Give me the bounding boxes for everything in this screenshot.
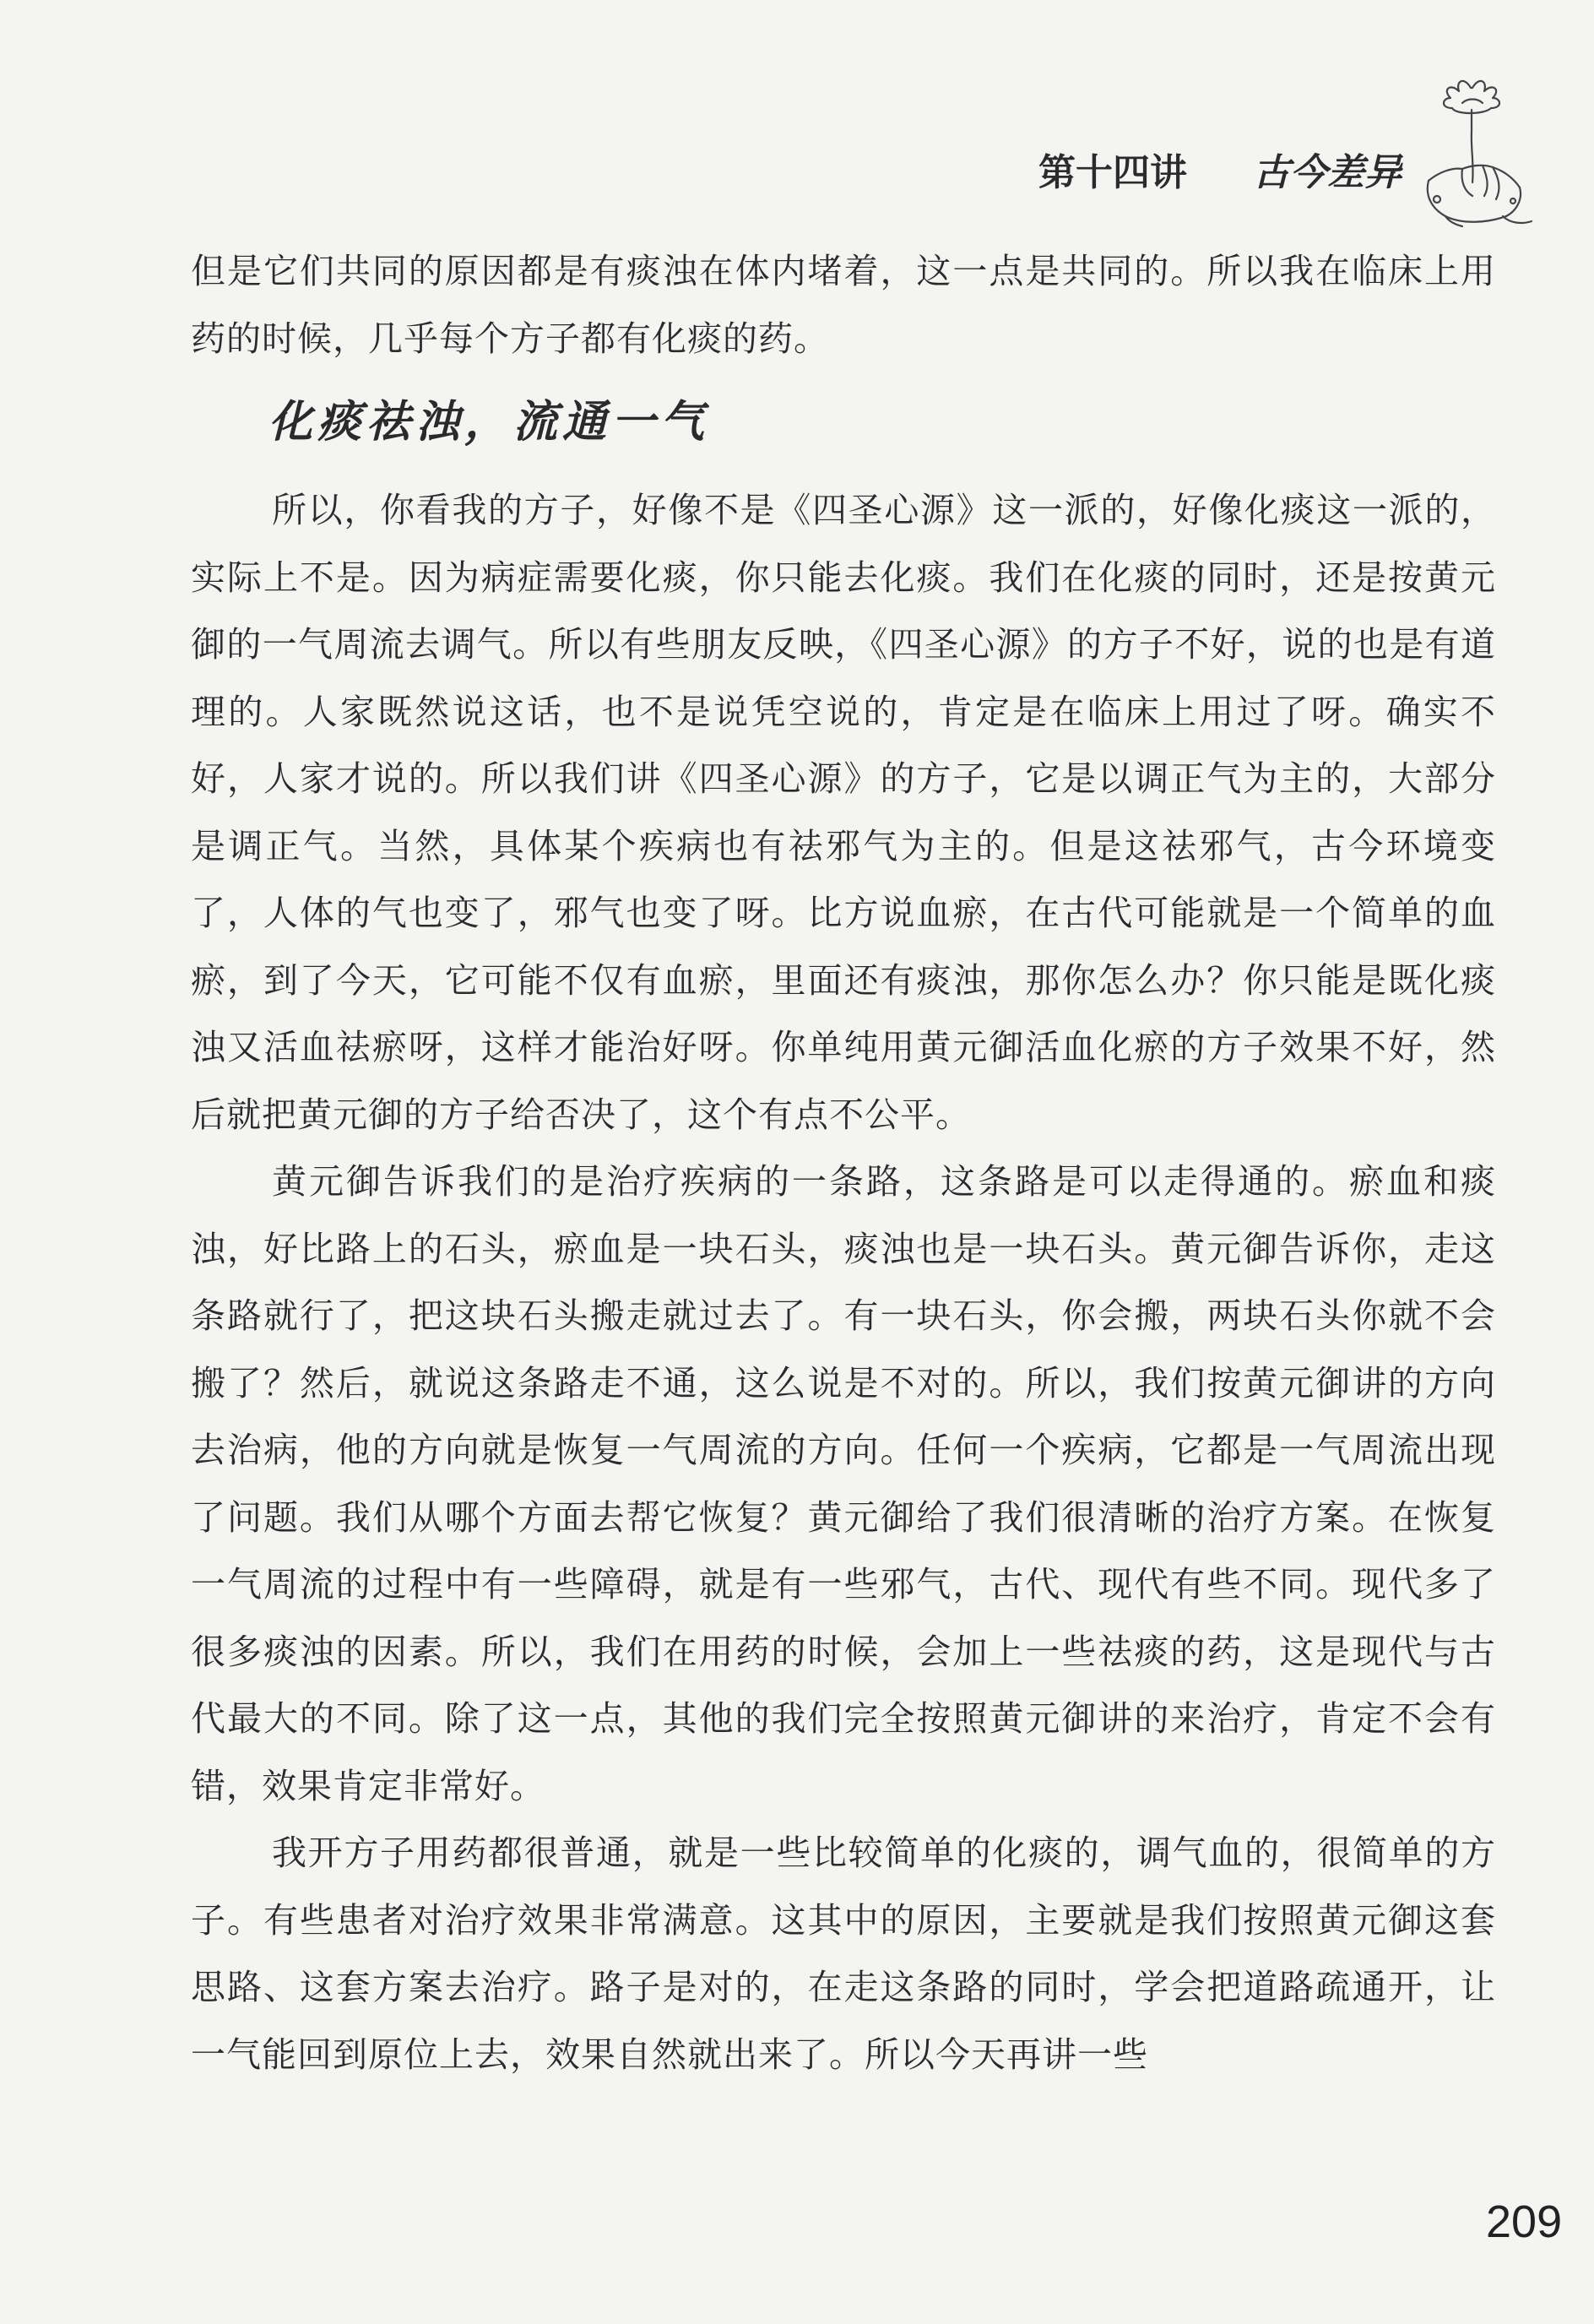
header-subtitle: 古今差异 [1253, 151, 1402, 194]
paragraph-2: 所以，你看我的方子，好像不是《四圣心源》这一派的，好像化痰这一派的，实际上不是。因为病症需要化痰，你只能去化痰。我们在化痰的同时，还是按黄元御的一气周流去调气。所以有些朋友反映，《四圣心源》的方子不好，说的也是有道理的。人家既然说这话，也不是说凭空说的，肯定是在临床上用过了呀。确实不好，人家才说的。所以我们讲《四圣心源》的方子，它是以调正气为主的，大部分是调正气。当然，具体某个疾病也有祛邪气为主的。但是这祛邪气，古今环境变了，人体的气也变了，邪气也变了呀。比方说血瘀，在古代可能就是一个简单的血瘀，到了今天，它可能不仅有血瘀，里面还有痰浊，那你怎么办？你只能是既化痰浊又活血祛瘀呀，这样才能治好呀。你单纯用黄元御活血化瘀的方子效果不好，然后就把黄元御的方子给否决了，这个有点不公平。 [191, 490, 1496, 1135]
paragraph-4: 我开方子用药都很普通，就是一些比较简单的化痰的，调气血的，很简单的方子。有些患者对治疗效果非常满意。这其中的原因，主要就是我们按照黄元御这套思路、这套方案去治疗。路子是对的，在走这条路的同时，学会把道路疏通开，让一气能回到原位上去，效果自然就出来了。所以今天再讲一些 [191, 1833, 1496, 2075]
section-heading: 化痰祛浊，流通一气 [268, 396, 710, 448]
body-text [191, 238, 1496, 2088]
header-chapter: 第十四讲 [1038, 151, 1187, 194]
lotus-hand-icon [1412, 73, 1547, 233]
paragraph-1: 但是它们共同的原因都是有痰浊在体内堵着，这一点是共同的。所以我在临床上用药的时候，几乎每个方子都有化痰的药。 [191, 251, 1496, 359]
running-header [1038, 135, 1435, 194]
paragraph-3: 黄元御告诉我们的是治疗疾病的一条路，这条路是可以走得通的。瘀血和痰浊，好比路上的石头，瘀血是一块石头，痰浊也是一块石头。黄元御告诉你，走这条路就行了，把这块石头搬走就过去了。有一块石头，你会搬，两块石头你就不会搬了？然后，就说这条路走不通，这么说是不对的。所以，我们按黄元御讲的方向去治病，他的方向就是恢复一气周流的方向。任何一个疾病，它都是一气周流出现了问题。我们从哪个方面去帮它恢复？黄元御给了我们很清晰的治疗方案。在恢复一气周流的过程中有一些障碍，就是有一些邪气，古代、现代有些不同。现代多了很多痰浊的因素。所以，我们在用药的时候，会加上一些祛痰的药，这是现代与古代最大的不同。除了这一点，其他的我们完全按照黄元御讲的来治疗，肯定不会有错，效果肯定非常好。 [191, 1161, 1496, 1806]
page-number: 209 [1486, 2196, 1563, 2247]
